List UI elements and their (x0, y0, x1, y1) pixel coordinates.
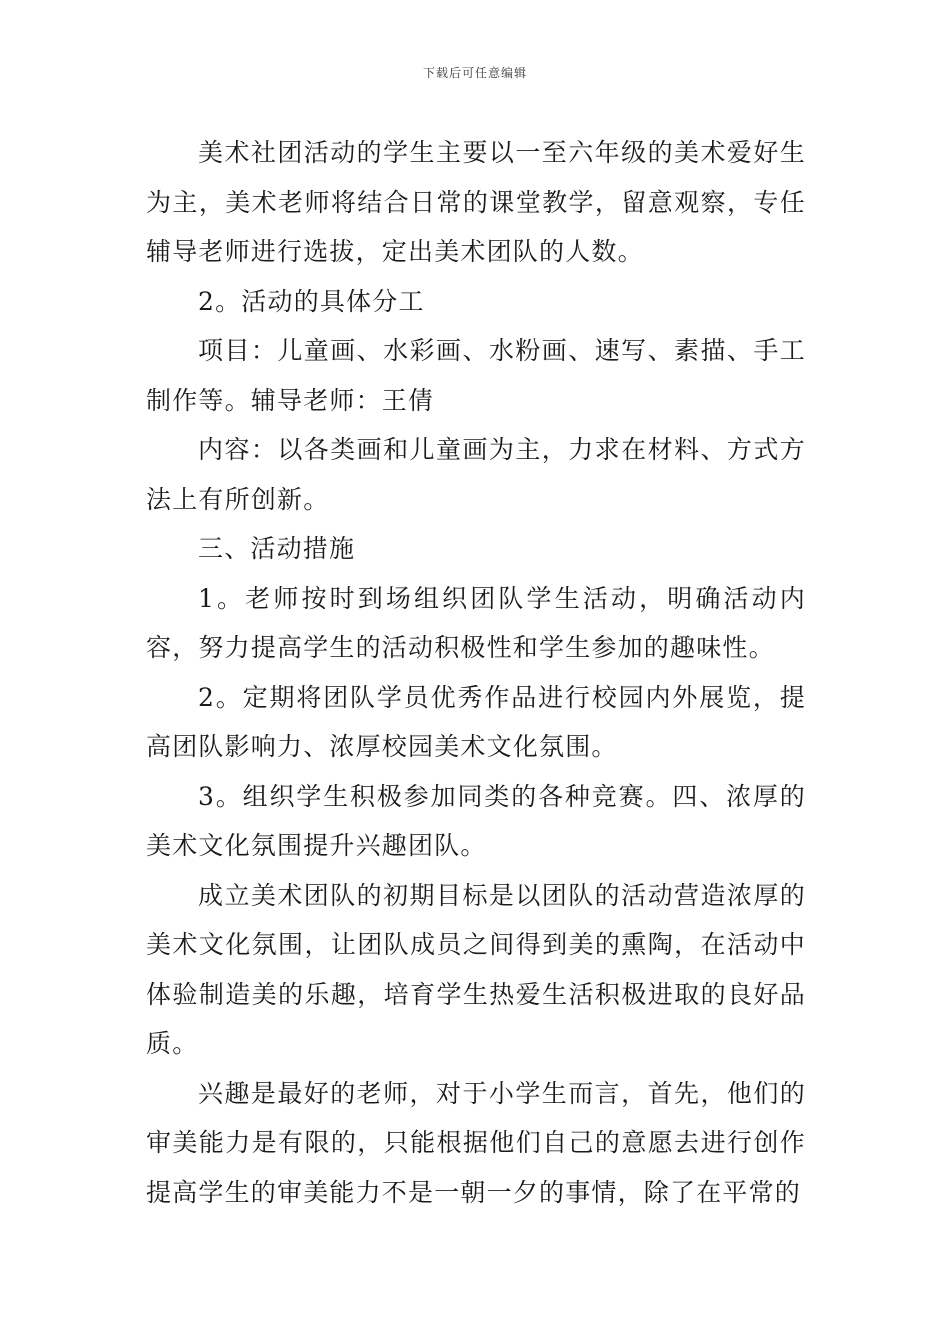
paragraph-6: 1。老师按时到场组织团队学生活动，明确活动内容，努力提高学生的活动积极性和学生参加的趣味性。 (146, 583, 806, 662)
paragraph-8: 3。组织学生积极参加同类的各种竞赛。四、浓厚的美术文化氛围提升兴趣团队。 (146, 781, 806, 860)
paragraph-3: 项目：儿童画、水彩画、水粉画、速写、素描、手工制作等。辅导老师：王倩 (146, 336, 806, 415)
paragraph-5: 三、活动措施 (198, 534, 356, 563)
paragraph-1: 美术社团活动的学生主要以一至六年级的美术爱好生为主，美术老师将结合日常的课堂教学，留意观察，专任辅导老师进行选拔，定出美术团队的人数。 (146, 138, 806, 266)
paragraph-10: 兴趣是最好的老师，对于小学生而言，首先，他们的审美能力是有限的，只能根据他们自己的意愿去进行创作提高学生的审美能力不是一朝一夕的事情，除了在平常的 (146, 1078, 806, 1207)
paragraph-7: 2。定期将团队学员优秀作品进行校园内外展览，提高团队影响力、浓厚校园美术文化氛围。 (146, 682, 806, 761)
header-note: 下载后可任意编辑 (422, 66, 527, 80)
paragraph-4: 内容：以各类画和儿童画为主，力求在材料、方式方法上有所创新。 (146, 435, 806, 514)
paragraph-2: 2。活动的具体分工 (198, 286, 425, 316)
paragraph-9: 成立美术团队的初期目标是以团队的活动营造浓厚的美术文化氛围，让团队成员之间得到美的熏陶，在活动中体验制造美的乐趣，培育学生热爱生活积极进取的良好品质。 (146, 880, 806, 1058)
document-body (146, 128, 806, 1217)
